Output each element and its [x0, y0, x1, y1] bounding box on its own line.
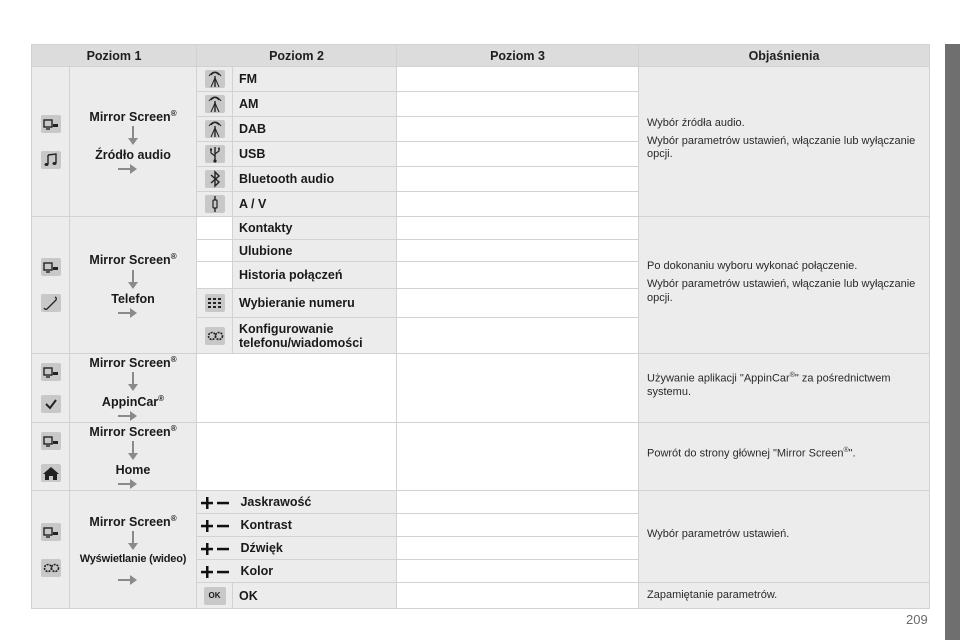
minus-icon: [217, 566, 229, 578]
header-level2: Poziom 2: [197, 45, 397, 67]
level2-phone-config-line1: Konfigurowanie: [239, 321, 334, 336]
right-arrow-icon: [118, 479, 138, 489]
video-level1-name: Mirror Screen: [89, 515, 171, 530]
home-icon: [41, 464, 61, 482]
mirror-screen-icon: [41, 432, 61, 450]
level3-empty: [397, 262, 639, 289]
down-arrow-icon: [127, 126, 139, 146]
plus-icon: [201, 520, 213, 532]
appincar-explanation-cell: [639, 354, 930, 423]
level2-dab: DAB: [233, 117, 397, 142]
keypad-icon-cell: [197, 289, 233, 318]
antenna-icon: [205, 120, 225, 138]
audio-explanation-cell: [639, 67, 930, 217]
phone-level1-sub: Telefon: [111, 291, 155, 306]
level3-empty: [397, 217, 639, 240]
level3-empty: [397, 423, 639, 491]
level2-sound: Dźwięk: [240, 541, 283, 555]
am-icon-cell: [197, 92, 233, 117]
level2-bluetooth-audio: Bluetooth audio: [233, 167, 397, 192]
down-arrow-icon: [127, 531, 139, 551]
appincar-expl-sup: ®: [789, 371, 795, 379]
video-icons-cell: [32, 491, 70, 609]
keypad-icon: [205, 294, 225, 312]
right-arrow-icon: [118, 164, 138, 174]
phone-level1-cell: [70, 217, 197, 354]
level3-empty: [397, 514, 639, 537]
home-level1-name: Mirror Screen: [89, 425, 171, 440]
video-level1-sub: Wyświetlanie (wideo): [79, 553, 187, 566]
level3-empty: [397, 92, 639, 117]
level2-contrast-row: [197, 514, 397, 537]
header-explanations: Objaśnienia: [639, 45, 930, 67]
video-expl-2: Zapamiętanie parametrów.: [647, 588, 778, 601]
appincar-level1-sub-sup: ®: [158, 394, 165, 403]
fm-icon-cell: [197, 67, 233, 92]
phone-level1-sup: ®: [170, 252, 177, 262]
audio-level1-cell: [70, 67, 197, 217]
video-level1-cell: [70, 491, 197, 609]
level3-empty: [397, 583, 639, 609]
audio-expl-2: Wybór parametrów ustawień, włączanie lub wyłączanie opcji.: [647, 134, 916, 161]
plus-icon: [201, 497, 213, 509]
page-number: 209: [906, 612, 928, 627]
music-note-icon: [41, 151, 61, 169]
appincar-icons-cell: [32, 354, 70, 423]
level3-empty: [397, 117, 639, 142]
level2-color-row: [197, 560, 397, 583]
audio-level1-sub: Źródło audio: [95, 148, 171, 163]
appincar-level1-cell: [70, 354, 197, 423]
minus-icon: [217, 543, 229, 555]
down-arrow-icon: [127, 441, 139, 461]
right-arrow-icon: [118, 411, 138, 421]
audio-level1-sup: ®: [170, 108, 177, 118]
phone-explanation-cell: [639, 217, 930, 354]
level2-av: A / V: [233, 192, 397, 217]
level2-ok: OK: [233, 583, 397, 609]
phone-handset-icon: [41, 294, 61, 312]
usb-icon: [205, 145, 225, 163]
home-level1-sup: ®: [170, 423, 177, 433]
call-history-icon-cell: [197, 262, 233, 289]
level3-empty: [397, 560, 639, 583]
level2-sound-row: [197, 537, 397, 560]
plus-icon: [201, 543, 213, 555]
level2-am: AM: [233, 92, 397, 117]
appincar-level1-sub: AppinCar: [101, 395, 159, 410]
gear-icon: [41, 559, 61, 577]
home-expl-b: ".: [848, 447, 856, 460]
contacts-icon-cell: [197, 217, 233, 240]
phone-expl-2: Wybór parametrów ustawień, włączanie lub wyłączanie opcji.: [647, 278, 916, 304]
level2-call-history: Historia połączeń: [233, 262, 397, 289]
antenna-icon: [205, 70, 225, 88]
level3-empty: [397, 142, 639, 167]
check-icon: [41, 395, 61, 413]
video-explanation-cell: [639, 491, 930, 583]
level3-empty: [397, 289, 639, 318]
header-row: [32, 45, 930, 67]
ok-icon: OK: [204, 587, 226, 605]
home-level1-sub: Home: [115, 463, 151, 478]
mirror-screen-icon: [41, 363, 61, 381]
phone-level1-name: Mirror Screen: [89, 253, 171, 268]
bluetooth-icon-cell: [197, 167, 233, 192]
home-level1-cell: [70, 423, 197, 491]
level2-fm: FM: [233, 67, 397, 92]
home-expl-sup: ®: [843, 447, 849, 455]
audio-level1-name: Mirror Screen: [89, 110, 171, 125]
appincar-level1-name: Mirror Screen: [89, 356, 171, 370]
plus-icon: [201, 566, 213, 578]
level2-usb: USB: [233, 142, 397, 167]
home-expl-a: Powrót do strony głównej "Mirror Screen: [647, 447, 844, 460]
level3-empty: [397, 67, 639, 92]
mirror-screen-icon: [41, 115, 61, 133]
video-save-explanation-cell: [639, 583, 930, 609]
level3-empty: [397, 491, 639, 514]
antenna-icon: [205, 95, 225, 113]
right-arrow-icon: [118, 308, 138, 318]
av-plug-icon: [205, 195, 225, 213]
mirror-screen-icon: [41, 258, 61, 276]
ok-icon-cell: [197, 583, 233, 609]
appincar-expl-a: Używanie aplikacji "AppinCar: [647, 372, 790, 385]
level3-empty: [397, 240, 639, 262]
level2-brightness: Jaskrawość: [240, 495, 312, 509]
right-arrow-icon: [118, 575, 138, 585]
menu-table: [31, 44, 930, 609]
av-icon-cell: [197, 192, 233, 217]
minus-icon: [217, 520, 229, 532]
phone-icons-cell: [32, 217, 70, 354]
settings-gear-icon: [205, 327, 225, 345]
favorites-icon-cell: [197, 240, 233, 262]
minus-icon: [217, 497, 229, 509]
level2-color: Kolor: [240, 564, 274, 578]
phone-expl-1: Po dokonaniu wyboru wykonać połączenie.: [647, 260, 858, 273]
level2-contrast: Kontrast: [240, 518, 292, 532]
level2-dial-number: Wybieranie numeru: [233, 289, 397, 318]
page-edge-strip: [945, 44, 960, 640]
level3-empty: [397, 354, 639, 423]
level3-empty: [397, 192, 639, 217]
mirror-screen-icon: [41, 523, 61, 541]
down-arrow-icon: [127, 372, 139, 392]
audio-expl-1: Wybór źródła audio.: [647, 116, 745, 129]
level2-brightness-row: [197, 491, 397, 514]
header-level1: Poziom 1: [32, 45, 197, 67]
header-level3: Poziom 3: [397, 45, 639, 67]
level2-phone-config-line2: telefonu/wiadomości: [239, 335, 363, 350]
level2-contacts: Kontakty: [233, 217, 397, 240]
video-expl-1: Wybór parametrów ustawień.: [647, 527, 790, 540]
level2-favorites: Ulubione: [233, 240, 397, 262]
usb-icon-cell: [197, 142, 233, 167]
down-arrow-icon: [127, 270, 139, 290]
dab-icon-cell: [197, 117, 233, 142]
level3-empty: [397, 167, 639, 192]
appincar-expl-b: " za pośrednictwem systemu.: [647, 372, 891, 399]
level2-phone-config: [233, 318, 397, 354]
home-icons-cell: [32, 423, 70, 491]
audio-icons-cell: [32, 67, 70, 217]
level2-empty: [197, 423, 397, 491]
level3-empty: [397, 537, 639, 560]
appincar-level1-sup: ®: [170, 354, 177, 364]
level2-empty: [197, 354, 397, 423]
home-explanation-cell: [639, 423, 930, 491]
level3-empty: [397, 318, 639, 354]
bluetooth-icon: [205, 170, 225, 188]
video-level1-sup: ®: [170, 513, 177, 523]
config-icon-cell: [197, 318, 233, 354]
